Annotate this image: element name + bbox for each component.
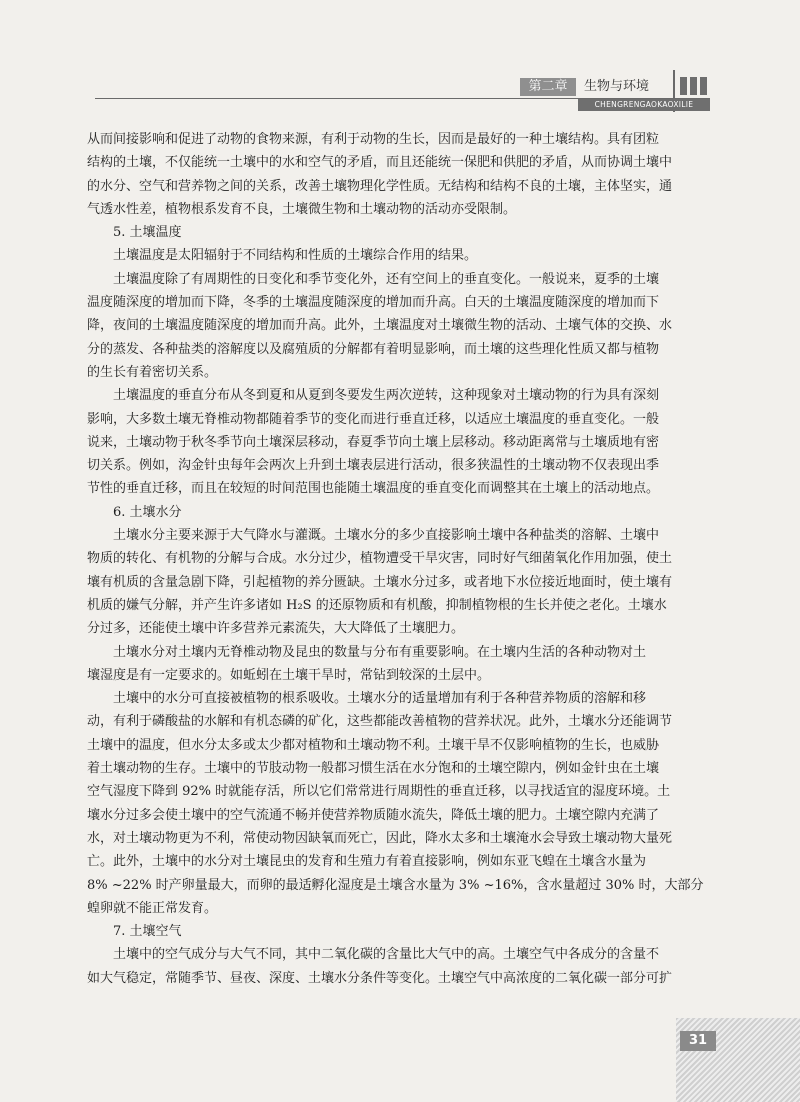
text-line: 壤有机质的含量急剧下降，引起植物的养分匮缺。土壤水分过多，或者地下水位接近地面时，使土壤有 (87, 574, 673, 590)
text-line: 结构的土壤，不仅能统一土壤中的水和空气的矛盾，而且还能统一保肥和供肥的矛盾，从而协调土壤中 (87, 155, 673, 171)
section-heading: 5. 土壤温度 (113, 225, 182, 241)
text-line: 如大气稳定，常随季节、昼夜、深度、土壤水分条件等变化。土壤空气中高浓度的二氧化碳一部分可扩 (87, 970, 673, 986)
text-line: 空气湿度下降到 92% 时就能存活，所以它们常常进行周期性的垂直迁移，以寻找适宜的湿度环境。土 (87, 784, 671, 800)
text-line: 水，对土壤动物更为不利，常使动物因缺氧而死亡，因此，降水太多和土壤淹水会导致土壤动物大量死 (87, 830, 673, 846)
text-line: 着土壤动物的生存。土壤中的节肢动物一般都习惯生活在水分饱和的土壤空隙内，例如金针虫在土壤 (87, 761, 660, 777)
header-decoration (680, 77, 707, 95)
text-line: 土壤温度的垂直分布从冬到夏和从夏到冬要发生两次逆转，这种现象对土壤动物的行为具有深刻 (113, 388, 660, 404)
text-line: 土壤水分主要来源于大气降水与灌溉。土壤水分的多少直接影响土壤中各种盐类的溶解、土壤中 (113, 528, 660, 544)
text-line: 动，有利于磷酸盐的水解和有机态磷的矿化，这些都能改善植物的营养状况。此外，土壤水分还能调节 (87, 714, 673, 730)
header-block (680, 77, 687, 95)
text-line: 从而间接影响和促进了动物的食物来源，有利于动物的生长，因而是最好的一种土壤结构。具有团粒 (87, 132, 660, 147)
text-line: 的水分、空气和营养物之间的关系，改善土壤物理化学性质。无结构和结构不良的土壤，主体坚实，通 (87, 178, 673, 194)
text-line: 物质的转化、有机物的分解与合成。水分过少，植物遭受干旱灾害，同时好气细菌氧化作用加强，使土 (87, 551, 673, 567)
text-line: 8% ~22% 时产卵量最大，而卵的最适孵化湿度是土壤含水量为 3% ~16%，含水量超过 30% 时，大部分 (87, 877, 704, 893)
text-line: 说来，土壤动物于秋冬季节向土壤深层移动，春夏季节向土壤上层移动。移动距离常与土壤质地有密 (87, 434, 660, 450)
body-text (87, 128, 715, 990)
chapter-label: 第二章 (520, 78, 576, 96)
header-block (690, 77, 697, 95)
text-line: 土壤水分对土壤内无脊椎动物及昆虫的数量与分布有重要影响。在土壤内生活的各种动物对土 (113, 644, 647, 660)
text-line: 土壤中的温度，但水分太多或太少都对植物和土壤动物不利。土壤干旱不仅影响植物的生长，也威胁 (87, 737, 660, 753)
text-line: 降，夜间的土壤温度随深度的增加而升高。此外，土壤温度对土壤微生物的活动、土壤气体的交换、水 (87, 318, 673, 334)
text-line: 分过多，还能使土壤中许多营养元素流失，大大降低了土壤肥力。 (87, 621, 465, 637)
header-block (700, 77, 707, 95)
text-line: 温度随深度的增加而下降，冬季的土壤温度随深度的增加而升高。白天的土壤温度随深度的增加而下 (87, 295, 660, 311)
series-name: CHENGRENGAOKAOXILIE (578, 99, 710, 111)
text-line: 土壤温度除了有周期性的日变化和季节变化外，还有空间上的垂直变化。一般说来，夏季的土壤 (113, 271, 660, 287)
text-line: 壤水分过多会使土壤中的空气流通不畅并使营养物质随水流失，降低土壤的肥力。土壤空隙内充满了 (87, 807, 660, 823)
text-line: 分的蒸发、各种盐类的溶解度以及腐殖质的分解都有着明显影响，而土壤的这些理化性质又都与植物 (87, 341, 660, 357)
text-line: 机质的嫌气分解，并产生许多诸如 H₂S 的还原物质和有机酸，抑制植物根的生长并使之老化。土壤水 (87, 597, 667, 613)
text-line: 气透水性差，植物根系发育不良，土壤微生物和土壤动物的活动亦受限制。 (87, 201, 517, 217)
text-line: 土壤中的空气成分与大气不同，其中二氧化碳的含量比大气中的高。土壤空气中各成分的含量不 (113, 947, 660, 963)
page-number: 31 (680, 1031, 716, 1051)
text-line: 的生长有着密切关系。 (87, 364, 218, 380)
section-heading: 6. 土壤水分 (113, 504, 182, 520)
text-line: 节性的垂直迁移，而且在较短的时间范围也能随土壤温度的垂直变化而调整其在土壤上的活动地点。 (87, 481, 660, 497)
text-line: 亡。此外，土壤中的水分对土壤昆虫的发育和生殖力有着直接影响，例如东亚飞蝗在土壤含水量为 (87, 854, 647, 870)
text-line: 土壤温度是太阳辐射于不同结构和性质的土壤综合作用的结果。 (113, 248, 478, 264)
text-line: 切关系。例如，沟金针虫每年会两次上升到土壤表层进行活动，很多狭温性的土壤动物不仅表现出季 (87, 458, 660, 474)
chapter-topic: 生物与环境 (584, 79, 650, 94)
text-line: 影响，大多数土壤无脊椎动物都随着季节的变化而进行垂直迁移，以适应土壤温度的垂直变化。一般 (87, 411, 660, 427)
section-heading: 7. 土壤空气 (113, 924, 182, 940)
text-line: 壤湿度是有一定要求的。如蚯蚓在土壤干旱时，常钻到较深的土层中。 (87, 667, 491, 683)
text-line: 土壤中的水分可直接被植物的根系吸收。土壤水分的适量增加有利于各种营养物质的溶解和移 (113, 691, 647, 707)
text-line: 蝗卵就不能正常发育。 (87, 900, 218, 916)
